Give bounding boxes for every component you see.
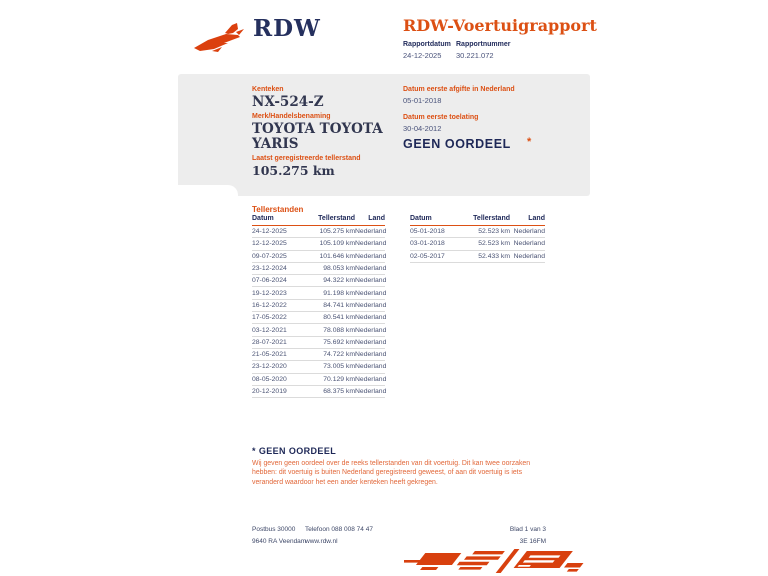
table-cell: 16-12-2022 [252,299,308,311]
table-cell: Nederland [510,226,545,238]
footer-contact [305,524,373,548]
table-cell: Nederland [355,324,385,336]
footnote-asterisk: * [252,446,256,456]
table-row [410,250,545,262]
kenteken-value: NX-524-Z [252,94,324,110]
table-row [410,238,545,250]
table-cell: Nederland [355,385,385,397]
table-cell: 98.053 km [308,262,355,274]
merk-label: Merk/Handelsbenaming [252,113,331,120]
report-date-value: 24-12-2025 [403,51,442,60]
merk-value: TOYOTA TOYOTA YARIS [252,121,383,152]
table-cell: 52.433 km [465,250,510,262]
table-cell: 28-07-2021 [252,336,308,348]
report-number-label: Rapportnummer [456,41,511,48]
table-cell: 52.523 km [465,226,510,238]
table-row [252,348,385,360]
rdw-wing-icon [192,20,246,54]
table-cell: Nederland [355,238,385,250]
table-cell: 17-05-2022 [252,312,308,324]
footnote-title-text: GEEN OORDEEL [258,446,337,456]
footer-phone: Telefoon 088 008 74 47 [305,526,373,533]
table-cell: Nederland [355,373,385,385]
table-cell: 03-01-2018 [410,238,465,250]
table-row [252,287,385,299]
table-row [252,262,385,274]
table-cell: 09-07-2025 [252,250,308,262]
table-cell: 105.109 km [308,238,355,250]
tellerstand-label: Laatst geregistreerde tellerstand [252,155,361,162]
table-cell: 68.375 km [308,385,355,397]
table-row [252,275,385,287]
table-cell: Nederland [355,299,385,311]
table-cell: 80.541 km [308,312,355,324]
footer-doc-code: 3E 16FM [519,538,546,545]
footer-postbus: Postbus 30000 [252,526,296,533]
table-row [252,312,385,324]
table-cell: 105.275 km [308,226,355,238]
table-cell: 08-05-2020 [252,373,308,385]
tellerstanden-table-left [252,215,385,398]
table-row [252,238,385,250]
table-row [252,373,385,385]
rdw-wordmark: RDW [253,15,321,42]
footer-address [252,524,306,548]
table-cell: Nederland [355,312,385,324]
table-cell: Nederland [355,287,385,299]
afgifte-label: Datum eerste afgifte in Nederland [403,86,515,93]
table-cell: 03-12-2021 [252,324,308,336]
table-row [252,250,385,262]
footer-pageinfo [446,524,546,548]
tellerstanden-table-right [410,215,545,263]
table-row [252,299,385,311]
table-cell: Nederland [355,336,385,348]
tellerstanden-title: Tellerstanden [252,205,304,214]
report-number-value: 30.221.072 [456,51,494,60]
table-row [252,324,385,336]
table-cell: Nederland [355,275,385,287]
table-row [252,226,385,238]
table-cell: Nederland [355,348,385,360]
footer-website-link[interactable]: www.rdw.nl [305,538,338,545]
card-notch [178,185,238,196]
kenteken-label: Kenteken [252,86,284,93]
table-row [252,336,385,348]
table-cell: 05-01-2018 [410,226,465,238]
afgifte-value: 05-01-2018 [403,96,442,105]
page-title: RDW-Voertuigrapport [403,16,597,35]
table-cell: Nederland [355,262,385,274]
table-cell: 91.198 km [308,287,355,299]
table-cell: Nederland [355,226,385,238]
col-tellerstand: Tellerstand [465,215,510,226]
verdict-asterisk: * [527,136,532,148]
footnote-text: Wij geven geen oordeel over de reeks tellerstanden van dit voertuig. Dit kan twee oorzaken hebben: dit voertuig is buiten Nederland geregistreerd geweest, of aan dit voertuig is iets veranderd waardoor het een ander kenteken heeft gekregen. [252,460,531,486]
table-cell: Nederland [355,361,385,373]
table-header-row [252,215,385,226]
tellerstand-value: 105.275 km [252,163,335,178]
table-row [252,385,385,397]
table-cell: 75.692 km [308,336,355,348]
col-datum: Datum [252,215,308,226]
table-cell: 12-12-2025 [252,238,308,250]
table-row [410,226,545,238]
table-cell: Nederland [510,250,545,262]
toelating-label: Datum eerste toelating [403,114,479,121]
table-cell: Nederland [355,250,385,262]
col-tellerstand: Tellerstand [308,215,355,226]
table-cell: 84.741 km [308,299,355,311]
table-cell: 78.088 km [308,324,355,336]
footer-city: 9640 RA Veendam [252,538,307,545]
table-cell: 94.322 km [308,275,355,287]
table-cell: 20-12-2019 [252,385,308,397]
table-cell: Nederland [510,238,545,250]
table-cell: 19-12-2023 [252,287,308,299]
table-cell: 101.646 km [308,250,355,262]
table-cell: 07-06-2024 [252,275,308,287]
table-cell: 21-05-2021 [252,348,308,360]
footer-page-number: Blad 1 van 3 [509,526,546,533]
table-cell: 24-12-2025 [252,226,308,238]
verdict-badge: GEEN OORDEEL [403,137,511,151]
col-land: Land [510,215,545,226]
toelating-value: 30-04-2012 [403,124,442,133]
table-cell: 02-05-2017 [410,250,465,262]
table-cell: 74.722 km [308,348,355,360]
rdw-stripes-decoration-icon [404,547,592,576]
report-date-label: Rapportdatum [403,41,451,48]
table-cell: 73.005 km [308,361,355,373]
table-cell: 23-12-2024 [252,262,308,274]
vehicle-summary-card [178,74,590,196]
table-cell: 23-12-2020 [252,361,308,373]
col-land: Land [355,215,385,226]
table-row [252,361,385,373]
table-cell: 70.129 km [308,373,355,385]
col-datum: Datum [410,215,465,226]
table-cell: 52.523 km [465,238,510,250]
table-header-row [410,215,545,226]
footnote-title [252,446,336,456]
